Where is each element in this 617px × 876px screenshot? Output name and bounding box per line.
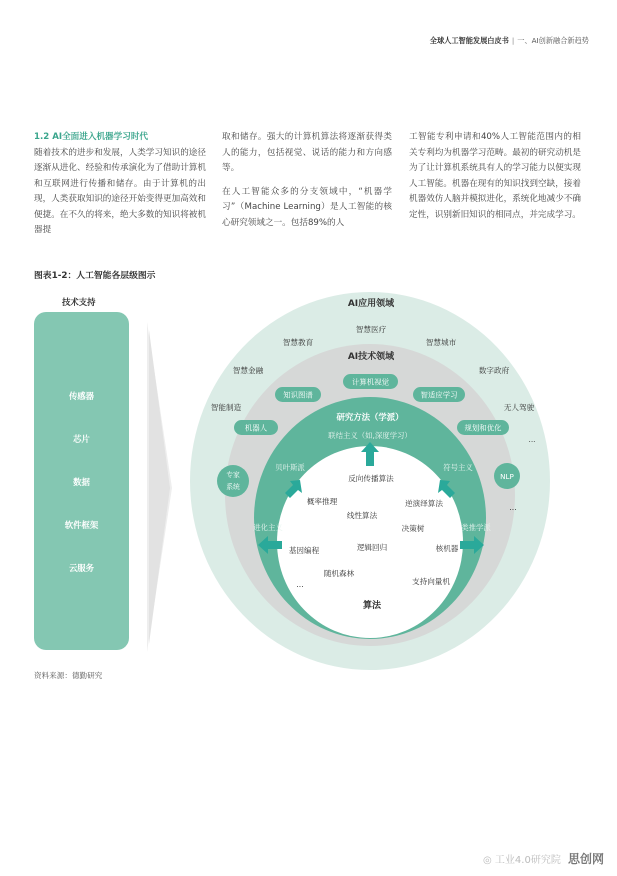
tech-pill-planning-label: 规划和优化 <box>464 423 502 433</box>
research-layer-title: 研究方法（学派） <box>336 412 404 422</box>
app-item-education: 智慧教育 <box>282 338 314 347</box>
algo-kernel-machine: 核机器 <box>435 544 459 553</box>
algo-inverse-deduction: 逆演绎算法 <box>405 499 443 508</box>
algo-random-forest: 随机森林 <box>323 569 355 578</box>
header-separator: | <box>511 36 515 45</box>
panel-chevron-inner <box>149 330 170 644</box>
wechat-icon: ◎ <box>483 855 492 866</box>
chapter-title: 一、AI创新融合新趋势 <box>517 36 589 45</box>
app-item-city: 智慧城市 <box>425 338 457 347</box>
tech-pill-computer-vision-label: 计算机视觉 <box>352 377 389 387</box>
tech-pill-expert-system <box>217 465 249 497</box>
watermark-text: 工业4.0研究院 <box>494 855 561 866</box>
watermark-brand: 思创网 <box>568 852 605 866</box>
tech-item-cloud: 云服务 <box>68 563 95 573</box>
algo-linear: 线性算法 <box>346 511 378 520</box>
algo-genetic-programming: 基因编程 <box>288 546 320 555</box>
tech-item-sensor: 传感器 <box>68 391 95 401</box>
school-bayesian: 贝叶斯派 <box>275 463 305 472</box>
tech-pill-expert-system-label-1: 专家 <box>226 471 240 479</box>
tech-support-title: 技术支持 <box>62 297 96 307</box>
app-item-autonomous-driving: 无人驾驶 <box>503 403 535 412</box>
figure-source: 资料来源：德勤研究 <box>34 671 103 680</box>
column-1-paragraph: 随着技术的进步和发展，人类学习知识的途径逐渐从进化、经验和传承演化为了借助计算机和互联网进行传播和储存。由于计算机的出现，人类获取知识的途径开始变得更加高效和便捷。在不久的将来，绝大多数的知识将被机器提 <box>34 147 206 235</box>
algo-probabilistic-inference: 概率推理 <box>306 497 338 506</box>
algo-backprop: 反向传播算法 <box>348 474 394 483</box>
research-layer-subtitle: 联结主义（如,深度学习） <box>328 431 412 440</box>
tech-pill-knowledge-graph-label: 知识图谱 <box>283 390 313 400</box>
tech-layer-title: AI技术领域 <box>347 352 395 362</box>
algo-decision-tree: 决策树 <box>401 524 425 533</box>
column-2-paragraph-1: 取和储存。强大的计算机算法将逐渐获得类人的能力，包括视觉、说话的能力和方向感等。 <box>222 132 392 173</box>
app-layer-title: AI应用领域 <box>347 299 395 309</box>
book-title: 全球人工智能发展白皮书 <box>429 36 509 45</box>
tech-item-chip: 芯片 <box>73 434 90 444</box>
algo-svm: 支持向量机 <box>412 577 450 586</box>
algo-logistic-regression: 逻辑回归 <box>356 543 388 552</box>
app-item-finance: 智慧金融 <box>232 366 264 375</box>
school-evolutionism: 进化主义 <box>253 523 283 532</box>
section-title: 1.2 AI全面进入机器学习时代 <box>34 132 149 142</box>
column-3-paragraph: 工智能专利申请和40%人工智能范围内的相关专利均为机器学习范畴。最初的研究动机是为了让计算机系统具有人的学习能力以便实现人工智能。机器在现有的知识找到空缺，接着机器效仿人脑并模拟进化，系统化地减少不确定性，识别新旧知识的相同点，并完成学习。 <box>409 132 581 220</box>
algorithm-layer-title: 算法 <box>362 601 382 611</box>
tech-pill-adaptive-learning-label: 智适应学习 <box>420 390 458 400</box>
school-symbolism: 符号主义 <box>443 463 473 472</box>
watermark <box>483 850 604 867</box>
tech-item-data: 数据 <box>73 477 90 487</box>
tech-pill-robot-label: 机器人 <box>244 423 268 433</box>
school-analogizers: 类推学派 <box>461 523 491 532</box>
tech-pill-expert-system-label-2: 系统 <box>226 483 240 491</box>
tech-pill-nlp-label: NLP <box>500 472 514 481</box>
app-item-medical: 智慧医疗 <box>355 325 387 334</box>
tech-layer-more: ... <box>528 435 536 444</box>
app-item-manufacturing: 智能制造 <box>210 403 242 412</box>
app-item-more: ... <box>509 503 517 512</box>
app-item-government: 数字政府 <box>478 366 510 375</box>
column-2-paragraph-2: 在人工智能众多的分支领域中，“机器学习”（Machine Learning）是人工智能的核心研究领域之一。包括89%的人 <box>222 186 392 228</box>
algo-more: ... <box>296 580 304 589</box>
tech-item-software: 软件框架 <box>64 520 99 530</box>
figure-title: 图表1-2：人工智能各层级图示 <box>34 271 156 281</box>
